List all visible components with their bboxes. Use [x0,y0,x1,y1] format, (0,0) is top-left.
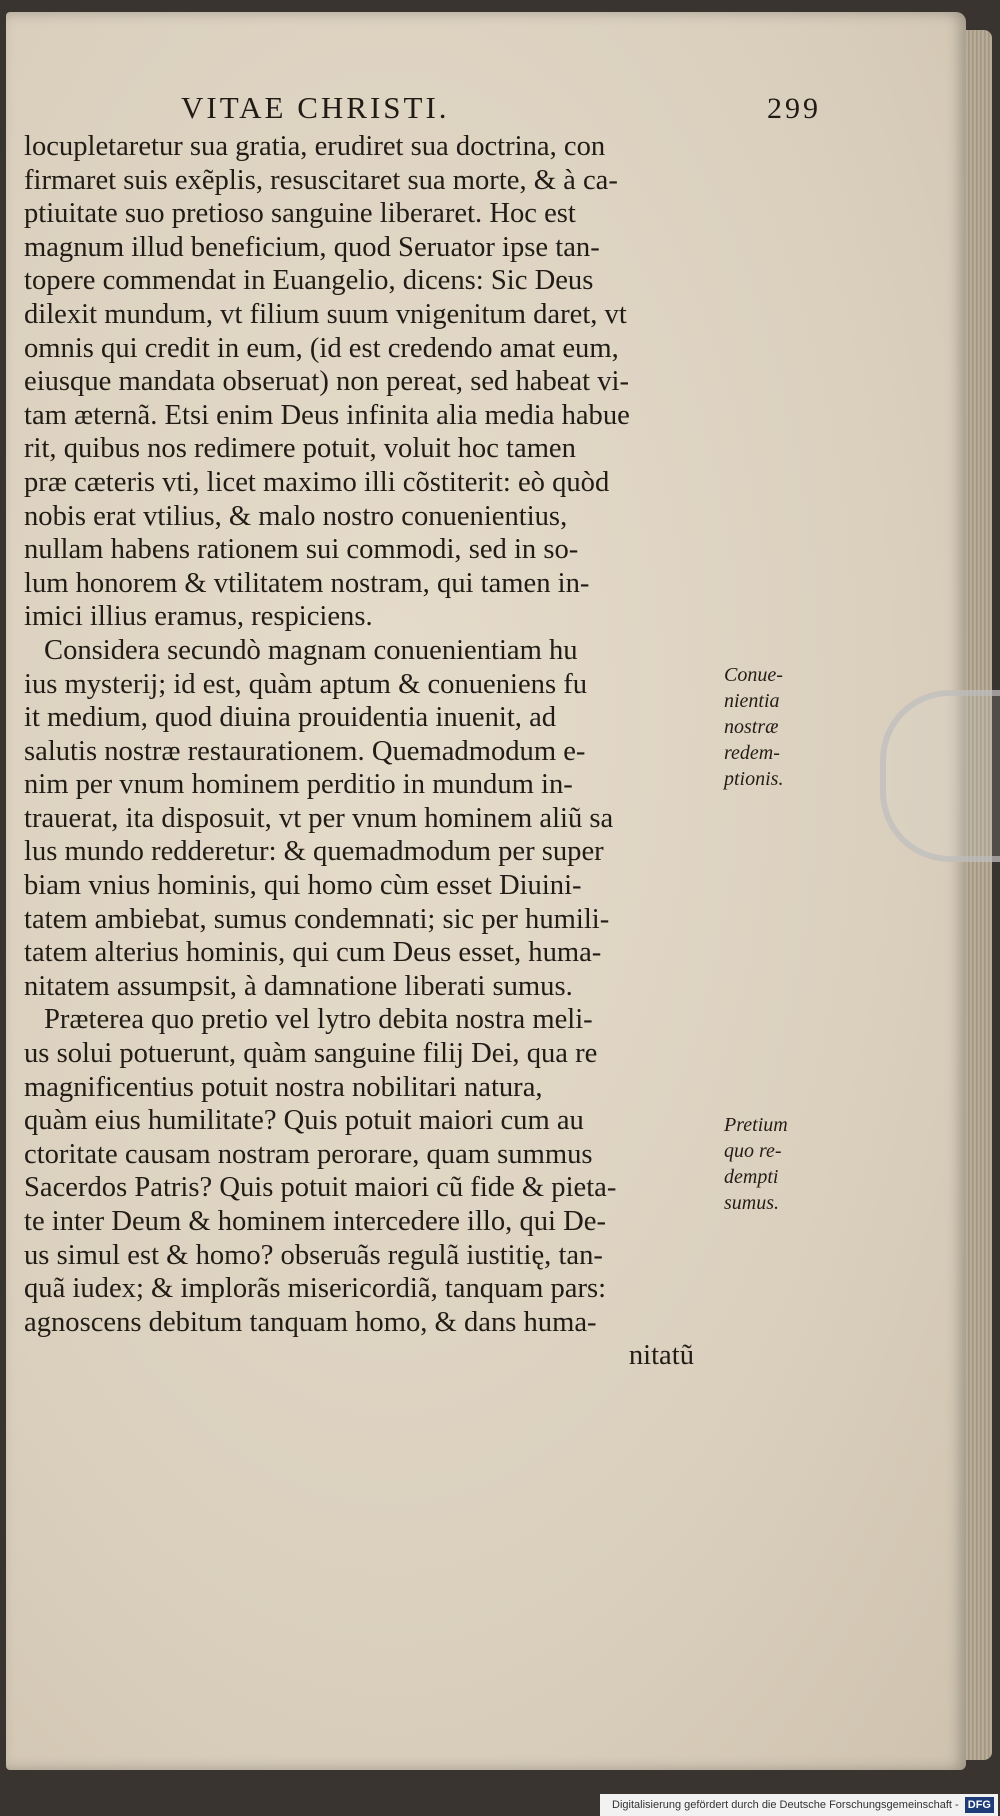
margin-note-line: nostræ [724,716,779,738]
text-line: biam vnius hominis, qui homo cùm esset Diuini- [24,870,582,902]
text-line: it medium, quod diuina prouidentia inuenit, ad [24,702,557,734]
text-line: Sacerdos Patris? Quis potuit maiori cũ fide & pieta- [24,1172,617,1204]
margin-note-line: redem- [724,742,780,764]
text-line: tatem alterius hominis, qui cum Deus esset, huma- [24,937,602,969]
margin-note-line: Pretium [724,1114,788,1136]
text-line: agnoscens debitum tanquam homo, & dans huma- [24,1306,597,1338]
text-line: quã iudex; & implorãs misericordiã, tanquam pars: [24,1273,607,1305]
text-line: ius mysterij; id est, quàm aptum & conueniens fu [24,668,588,700]
text-line: locupletaretur sua gratia, erudiret sua doctrina, con [24,131,606,162]
text-line: firmaret suis exẽplis, resuscitaret sua morte, & à ca- [24,164,618,196]
text-line: salutis nostræ restaurationem. Quemadmodum e- [24,735,586,767]
text-line: ctoritate causam nostram perorare, quam summus [24,1138,593,1170]
text-line: tam æternã. Etsi enim Deus infinita alia media habue [24,399,630,431]
margin-note-pretium [724,1112,834,1216]
book-page [6,12,966,1770]
text-line: quàm eius humilitate? Quis potuit maiori cum au [24,1105,584,1137]
text-line: lum honorem & vtilitatem nostram, qui tamen in- [24,567,590,599]
text-line: nullam habens rationem sui commodi, sed in so- [24,534,579,566]
text-line: lus mundo redderetur: & quemadmodum per super [24,836,604,868]
text-line: nitatem assumpsit, à damnatione liberati sumus. [24,970,573,1002]
text-line: nobis erat vtilius, & malo nostro conuenientius, [24,500,568,532]
page-number: 299 [767,92,821,125]
page-edges [966,30,992,1760]
margin-note-line: ptionis. [724,768,784,790]
text-line: us simul est & homo? obseruãs regulã iustitię, tan- [24,1239,603,1271]
margin-note-line: nientia [724,690,780,712]
text-line: ptiuitate suo pretioso sanguine liberaret. Hoc est [24,198,576,230]
text-line: rit, quibus nos redimere potuit, voluit hoc tamen [24,433,576,465]
text-line: us solui potuerunt, quàm sanguine filij Dei, qua re [24,1038,598,1070]
bookmark-clip [880,690,1000,862]
text-line: nim per vnum hominem perditio in mundum in- [24,769,573,801]
margin-note-line: Conue- [724,664,783,686]
margin-note-line: quo re- [724,1140,782,1162]
text-line: præ cæteris vti, licet maximo illi cõstiterit: eò quòd [24,466,610,498]
margin-note-line: sumus. [724,1192,780,1214]
text-line: magnum illud beneficium, quod Seruator ipse tan- [24,231,600,263]
catchword: nitatũ [628,1340,694,1372]
digitization-footer [600,1794,998,1816]
text-line: imici illius eramus, respiciens. [24,601,373,633]
dfg-logo: DFG [965,1797,994,1813]
text-line: omnis qui credit in eum, (id est credendo amat eum, [24,332,619,364]
text-line: Præterea quo pretio vel lytro debita nostra meli- [44,1004,593,1036]
text-line: topere commendat in Euangelio, dicens: Sic Deus [24,265,594,297]
body-text [24,130,714,1373]
text-line: te inter Deum & hominem intercedere illo, qui De- [24,1206,607,1237]
text-line: Considera secundò magnam conuenientiam hu [44,634,578,666]
margin-note-convenientia [724,662,834,792]
running-title: VITAE CHRISTI. [181,90,450,125]
text-line: tatem ambiebat, sumus condemnati; sic per humili- [24,903,610,935]
text-line: trauerat, ita disposuit, vt per vnum hominem aliũ sa [24,802,614,834]
text-line: dilexit mundum, vt filium suum vnigenitum daret, vt [24,298,627,330]
margin-note-line: dempti [724,1166,779,1188]
footer-text: Digitalisierung gefördert durch die Deutsche Forschungsgemeinschaft - [612,1799,959,1811]
text-line: eiusque mandata obseruat) non pereat, sed habeat vi- [24,366,629,398]
text-line: magnificentius potuit nostra nobilitari natura, [24,1071,543,1103]
